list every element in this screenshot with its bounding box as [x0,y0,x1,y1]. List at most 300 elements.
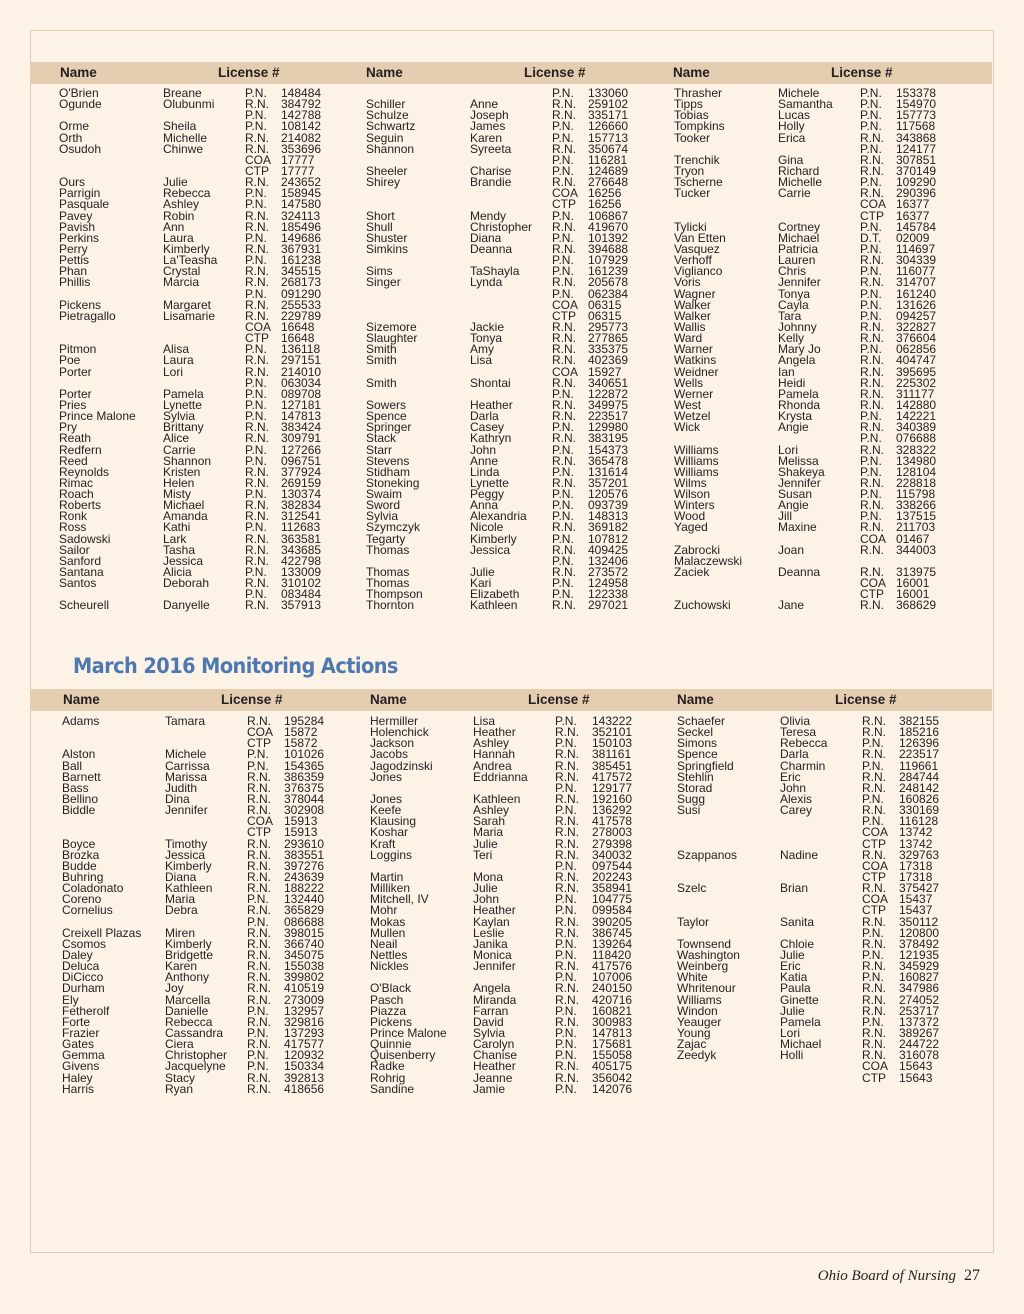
license-type: R.N. [860,475,884,490]
first-name: Eric [780,769,801,784]
license-number: 154365 [284,758,325,773]
license-type: R.N. [555,725,579,740]
license-number: 148484 [281,86,322,100]
license-number: 349975 [588,397,629,412]
table-row [59,241,379,256]
license-type: R.N. [555,747,579,762]
last-name: Nettles [370,947,408,962]
license-type: R.N. [552,275,576,290]
last-name: O'Black [370,981,411,996]
license-type: CTP [552,308,576,323]
last-name: Mitchell, IV [370,892,429,907]
table-row [370,983,690,994]
table-row [677,780,997,795]
last-name: Koshar [370,825,409,840]
last-name: Roberts [59,498,102,513]
table-row [59,177,379,188]
table-row [370,738,690,749]
license-number: 093739 [588,498,629,513]
last-name: Sylvia [366,509,399,524]
license-type: COA [860,197,887,212]
first-name: Shannon [163,453,212,468]
license-number: 228818 [896,475,937,490]
first-name: Leslie [473,925,505,940]
table-row [59,442,379,457]
header-license: License # [835,692,897,707]
last-name: Coreno [62,892,102,907]
first-name: Heather [470,397,513,412]
first-name: Miren [165,925,196,940]
license-type: P.N. [552,119,574,134]
last-name: Osudoh [59,141,102,156]
first-name: Michael [163,498,205,513]
last-name: Jones [370,769,403,784]
table-row [366,411,686,422]
license-number: 389267 [899,1025,940,1040]
first-name: Tonya [778,286,811,301]
table-row [674,553,994,568]
last-name: Williams [677,992,722,1007]
header-license: License # [218,65,280,80]
license-type: P.N. [555,1037,577,1052]
license-number: 01467 [896,531,930,546]
header-name: Name [677,692,714,707]
license-type: R.N. [552,520,576,535]
license-number: 124958 [588,576,629,591]
license-number: 259102 [588,97,629,112]
last-name: Barnett [62,769,101,784]
first-name: Diana [470,230,502,245]
first-name: Kimberly [163,241,210,256]
last-name: Radke [370,1059,405,1074]
first-name: Shakeya [778,464,825,479]
first-name: Kaylan [473,914,510,929]
last-name: Watkins [674,353,717,368]
license-type: P.N. [862,947,884,962]
last-name: Phan [59,264,88,279]
table-row [370,992,690,1007]
license-number: 15437 [899,903,933,918]
last-name: Jagodzinski [370,758,433,773]
first-name: Julie [470,565,495,580]
license-type: R.N. [245,498,269,513]
license-number: 132440 [284,892,325,907]
license-type: R.N. [860,498,884,513]
first-name: Angela [778,353,816,368]
license-number: 345929 [899,959,940,974]
table-row [674,230,994,245]
table-row [370,1061,690,1072]
table-row [677,827,997,838]
first-name: Linda [470,464,500,479]
license-number: 369182 [588,520,629,535]
license-type: R.N. [862,981,886,996]
license-type: P.N. [555,1025,577,1040]
license-type: P.N. [862,970,884,985]
first-name: Carrie [163,442,196,457]
license-list-column [370,716,690,1095]
license-type: R.N. [247,903,271,918]
license-type: R.N. [552,342,576,357]
license-type: P.N. [860,431,882,446]
license-type: R.N. [247,925,271,940]
license-number: 386745 [592,925,633,940]
license-type: P.N. [247,1003,269,1018]
first-name: Heather [473,1059,516,1074]
license-number: 185496 [281,219,322,234]
last-name: Porter [59,364,92,379]
first-name: Kathleen [165,881,213,896]
license-number: 399802 [284,970,325,985]
license-type: P.N. [552,531,574,546]
license-type: COA [247,814,274,829]
license-number: 154970 [896,97,937,112]
license-number: 175681 [592,1037,633,1052]
table-row [62,936,382,951]
license-type: CTP [862,836,886,851]
first-name: Alisa [163,342,190,357]
license-type: P.N. [862,791,884,806]
license-number: 340032 [592,847,633,862]
first-name: Cassandra [165,1025,224,1040]
last-name: Szelc [677,881,707,896]
last-name: Daley [62,947,93,962]
license-number: 130374 [281,487,322,502]
table-row [674,433,994,444]
table-row [677,847,997,862]
license-number: 107812 [588,531,629,546]
last-name: Swaim [366,487,403,502]
last-name: Townsend [677,936,732,951]
license-number: 304339 [896,253,937,268]
license-number: 365829 [284,903,325,918]
first-name: Michael [780,1037,822,1052]
last-name: Quinnie [370,1037,412,1052]
license-number: 104775 [592,892,633,907]
license-type: R.N. [860,186,884,201]
table-row [366,241,686,256]
license-type: R.N. [245,275,269,290]
table-row [59,489,379,500]
table-row [677,716,997,727]
license-number: 302908 [284,803,325,818]
license-number: 132406 [588,553,629,568]
table-row [370,925,690,940]
license-number: 395695 [896,364,937,379]
last-name: Tylicki [674,219,707,234]
last-name: Wetzel [674,409,711,424]
license-number: 382155 [899,714,940,728]
last-name: Storad [677,780,713,795]
table-row [674,411,994,422]
license-type: R.N. [860,386,884,401]
table-row [59,511,379,522]
license-number: 358941 [592,881,633,896]
first-name: Carrie [778,186,811,201]
last-name: Reynolds [59,464,110,479]
first-name: Shontai [470,375,511,390]
last-name: Pries [59,397,87,412]
first-name: Rhonda [778,397,821,412]
license-number: 344003 [896,542,937,557]
first-name: Breane [163,86,202,100]
license-type: R.N. [552,409,576,424]
last-name: Csomos [62,936,107,951]
license-type: R.N. [247,1070,271,1085]
license-number: 366740 [284,936,325,951]
table-row [62,836,382,851]
license-type: P.N. [860,119,882,134]
header-license: License # [524,65,586,80]
license-type: R.N. [860,253,884,268]
table-row [677,992,997,1007]
license-number: 16001 [896,587,930,602]
license-number: 150103 [592,736,633,751]
last-name: Voris [674,275,701,290]
table-row [677,1070,997,1085]
license-type: R.N. [245,297,269,312]
last-name: Pasquale [59,197,110,212]
license-type: R.N. [862,881,886,896]
first-name: Misty [163,487,191,502]
license-type: P.N. [245,86,267,100]
license-type: R.N. [862,1037,886,1052]
table-row [370,769,690,784]
first-name: Maxine [778,520,817,535]
table-row [62,749,382,760]
first-name: Cayla [778,297,809,312]
license-number: 133060 [588,86,629,100]
table-row [677,758,997,773]
license-type: P.N. [860,297,882,312]
first-name: Nadine [780,847,819,862]
license-number: 06315 [588,308,622,323]
table-row [674,141,994,156]
license-type: R.N. [862,959,886,974]
license-number: 147813 [281,409,322,424]
license-number: 099584 [592,903,633,918]
license-number: 127181 [281,397,322,412]
license-type: R.N. [862,769,886,784]
table-row [674,297,994,312]
last-name: Ogunde [59,97,102,112]
last-name: Keefe [370,803,402,818]
license-type: P.N. [860,487,882,502]
license-type: P.N. [552,130,574,145]
last-name: Redfern [59,442,102,457]
license-type: P.N. [245,286,267,301]
last-name: Singer [366,275,401,290]
license-number: 161240 [896,286,937,301]
license-number: 128104 [896,464,937,479]
license-type: P.N. [555,780,577,795]
license-number: 386359 [284,769,325,784]
table-row [677,914,997,929]
last-name: Schwartz [366,119,416,134]
first-name: Katia [780,970,808,985]
license-number: 142076 [592,1081,633,1096]
license-type: R.N. [245,475,269,490]
license-type: R.N. [860,375,884,390]
first-name: Michele [778,86,820,100]
table-row [677,1014,997,1029]
license-number: 16377 [896,208,930,223]
license-type: R.N. [862,936,886,951]
license-number: 324113 [281,208,321,223]
last-name: Klausing [370,814,417,829]
table-row [674,208,994,223]
license-number: 284744 [899,769,940,784]
license-list-column [366,88,686,612]
table-row [366,489,686,500]
license-type: R.N. [860,275,884,290]
license-number: 419670 [588,219,629,234]
last-name: Adams [62,714,100,728]
license-type: R.N. [245,364,269,379]
last-name: Frazier [62,1025,100,1040]
license-number: 300983 [592,1014,633,1029]
first-name: Alicia [163,565,192,580]
last-name: Forte [62,1014,91,1029]
header-name: Name [370,692,407,707]
table-row [677,883,997,894]
license-number: 353696 [281,141,322,156]
license-type: R.N. [862,1025,886,1040]
first-name: Nicole [470,520,504,535]
last-name: DiCicco [62,970,104,985]
first-name: Lauren [778,253,816,268]
table-row [62,816,382,827]
table-row [62,791,382,806]
table-row [674,88,994,99]
first-name: Jennifer [778,275,821,290]
header-name: Name [63,692,100,707]
first-name: Julie [473,836,498,851]
license-number: 15872 [284,725,318,740]
license-number: 367931 [281,241,322,256]
last-name: Orth [59,130,83,145]
table-row [370,827,690,838]
first-name: Erica [778,130,806,145]
last-name: Reed [59,453,88,468]
first-name: Rebecca [780,736,828,751]
table-row [674,500,994,511]
license-type: R.N. [247,959,271,974]
last-name: Yaged [674,520,708,535]
first-name: Tonya [470,331,503,346]
license-type: R.N. [555,825,579,840]
last-name: Spence [366,409,407,424]
license-type: R.N. [862,1048,886,1063]
last-name: Stidham [366,464,411,479]
license-type: R.N. [860,420,884,435]
first-name: Amanda [163,509,208,524]
license-type: P.N. [860,97,882,112]
license-number: 107929 [588,253,629,268]
last-name: Weidner [674,364,719,379]
first-name: John [473,892,500,907]
last-name: Wilson [674,487,711,502]
license-type: R.N. [862,992,886,1007]
first-name: Chinwe [163,141,204,156]
license-number: 278003 [592,825,633,840]
license-type: P.N. [555,803,577,818]
table-row [59,567,379,578]
first-name: Sanita [780,914,815,929]
table-row [674,333,994,344]
first-name: Michelle [163,130,208,145]
license-type: R.N. [555,992,579,1007]
license-number: 422798 [281,553,322,568]
last-name: Williams [674,464,719,479]
license-number: 17318 [899,869,933,884]
table-row [674,453,994,468]
license-number: 297151 [281,353,322,368]
table-row [677,1050,997,1061]
license-type: COA [245,152,272,167]
last-name: Pettis [59,253,90,268]
last-name: Phillis [59,275,91,290]
table-row [370,791,690,806]
first-name: Pamela [780,1014,821,1029]
license-number: 106867 [588,208,629,223]
license-number: 122872 [588,386,629,401]
license-type: P.N. [860,464,882,479]
last-name: Jones [370,791,403,806]
license-type: CTP [860,587,884,602]
license-type: P.N. [247,758,269,773]
first-name: Jessica [165,847,206,862]
license-type: P.N. [555,1003,577,1018]
license-number: 343685 [281,542,322,557]
license-number: 290396 [896,186,937,201]
first-name: Laura [163,230,194,245]
license-type: R.N. [245,141,269,156]
last-name: Perry [59,241,88,256]
last-name: Mohr [370,903,398,918]
first-name: Ryan [165,1081,194,1096]
table-row [59,411,379,422]
table-row [62,1003,382,1018]
first-name: Marcia [163,275,200,290]
first-name: Mary Jo [778,342,821,357]
last-name: Stehlin [677,769,714,784]
first-name: Jane [778,598,805,613]
license-number: 16377 [896,197,930,212]
table-row [674,578,994,589]
table-row [59,277,379,288]
license-type: R.N. [860,542,884,557]
license-number: 06315 [588,297,622,312]
first-name: Kari [470,576,492,591]
last-name: Nickles [370,959,409,974]
first-name: Charise [470,163,512,178]
table-row [370,905,690,916]
table-row [62,905,382,916]
last-name: Slaughter [366,331,418,346]
table-row [674,355,994,366]
license-number: 383424 [281,420,322,435]
table-row [62,727,382,738]
first-name: Patricia [778,241,819,256]
last-name: Sizemore [366,319,417,334]
first-name: Lucas [778,108,811,123]
header-license: License # [221,692,283,707]
last-name: Ours [59,175,86,190]
last-name: Ross [59,520,87,535]
license-number: 214010 [281,364,322,379]
license-number: 155058 [592,1048,633,1063]
